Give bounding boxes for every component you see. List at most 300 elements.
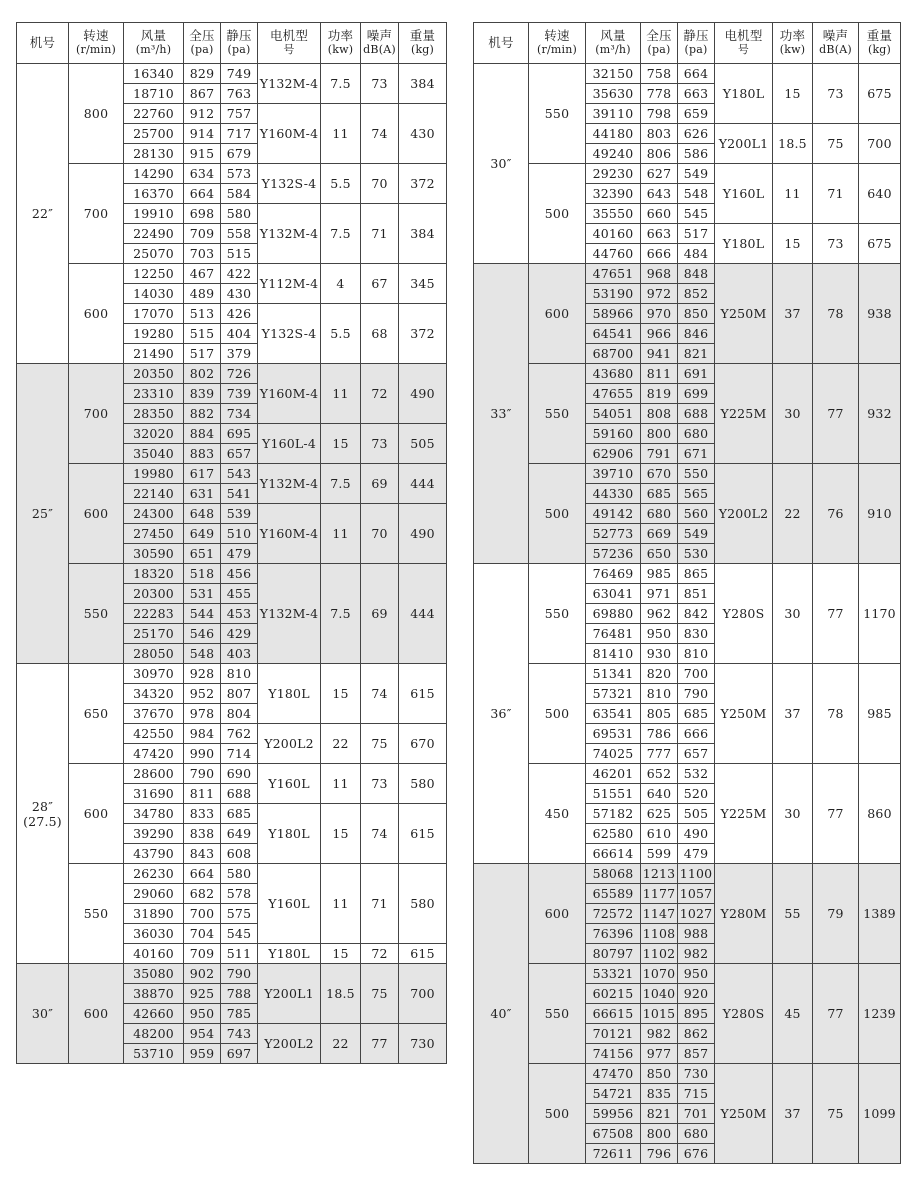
static-pressure-cell: 565 xyxy=(678,484,715,504)
table-row xyxy=(17,564,447,584)
airflow-cell: 14290 xyxy=(124,164,184,184)
power-cell: 30 xyxy=(773,564,813,664)
static-pressure-cell: 657 xyxy=(221,444,258,464)
airflow-cell: 58068 xyxy=(586,864,641,884)
column-header-line2: (kw) xyxy=(327,43,354,56)
static-pressure-cell: 950 xyxy=(678,964,715,984)
noise-cell: 69 xyxy=(361,464,399,504)
column-header-line2: (pa) xyxy=(684,43,708,56)
total-pressure-cell: 941 xyxy=(641,344,678,364)
column-header-line1: 转速 xyxy=(544,28,570,43)
airflow-cell: 28350 xyxy=(124,404,184,424)
static-pressure-cell: 608 xyxy=(221,844,258,864)
speed-cell: 600 xyxy=(529,264,586,364)
column-header xyxy=(321,23,361,64)
total-pressure-cell: 1015 xyxy=(641,1004,678,1024)
airflow-cell: 39710 xyxy=(586,464,641,484)
airflow-cell: 48200 xyxy=(124,1024,184,1044)
fan-model-cell xyxy=(17,364,69,664)
airflow-cell: 32150 xyxy=(586,64,641,84)
table-row xyxy=(474,564,901,584)
weight-cell: 384 xyxy=(399,64,447,104)
airflow-cell: 68700 xyxy=(586,344,641,364)
power-cell: 18.5 xyxy=(321,964,361,1024)
total-pressure-cell: 660 xyxy=(641,204,678,224)
airflow-cell: 63541 xyxy=(586,704,641,724)
column-header-line1: 全压 xyxy=(189,28,215,43)
table-row xyxy=(474,764,901,784)
column-header xyxy=(124,23,184,64)
noise-cell: 68 xyxy=(361,304,399,364)
static-pressure-cell: 515 xyxy=(221,244,258,264)
total-pressure-cell: 634 xyxy=(184,164,221,184)
table-row xyxy=(474,964,901,984)
motor-model-cell: Y132M-4 xyxy=(258,464,321,504)
column-header xyxy=(258,23,321,64)
noise-cell: 69 xyxy=(361,564,399,664)
total-pressure-cell: 950 xyxy=(641,624,678,644)
column-header-line1: 转速 xyxy=(83,28,109,43)
airflow-cell: 47651 xyxy=(586,264,641,284)
total-pressure-cell: 518 xyxy=(184,564,221,584)
weight-cell: 372 xyxy=(399,304,447,364)
column-header-line2: (pa) xyxy=(647,43,671,56)
static-pressure-cell: 530 xyxy=(678,544,715,564)
speed-cell: 600 xyxy=(69,964,124,1064)
noise-cell: 77 xyxy=(361,1024,399,1064)
noise-cell: 77 xyxy=(813,364,859,464)
airflow-cell: 53321 xyxy=(586,964,641,984)
static-pressure-cell: 846 xyxy=(678,324,715,344)
fan-model-label: 28″ xyxy=(31,798,54,814)
airflow-cell: 49142 xyxy=(586,504,641,524)
fan-spec-table-left xyxy=(16,22,447,1064)
fan-model-label: (27.5) xyxy=(23,813,62,829)
airflow-cell: 53190 xyxy=(586,284,641,304)
total-pressure-cell: 791 xyxy=(641,444,678,464)
noise-cell: 72 xyxy=(361,364,399,424)
weight-cell: 1099 xyxy=(859,1064,901,1164)
motor-model-cell: Y250M xyxy=(715,264,773,364)
column-header-line1: 静压 xyxy=(683,28,709,43)
column-header-line1: 噪声 xyxy=(366,28,393,43)
total-pressure-cell: 1102 xyxy=(641,944,678,964)
motor-model-cell: Y180L xyxy=(715,64,773,124)
total-pressure-cell: 515 xyxy=(184,324,221,344)
power-cell: 18.5 xyxy=(773,124,813,164)
airflow-cell: 28050 xyxy=(124,644,184,664)
power-cell: 7.5 xyxy=(321,64,361,104)
static-pressure-cell: 671 xyxy=(678,444,715,464)
total-pressure-cell: 835 xyxy=(641,1084,678,1104)
static-pressure-cell: 573 xyxy=(221,164,258,184)
noise-cell: 74 xyxy=(361,664,399,724)
column-header-line1: 功率 xyxy=(779,28,806,43)
column-header xyxy=(529,23,586,64)
total-pressure-cell: 643 xyxy=(641,184,678,204)
table-row xyxy=(474,164,901,184)
total-pressure-cell: 631 xyxy=(184,484,221,504)
total-pressure-cell: 650 xyxy=(641,544,678,564)
total-pressure-cell: 985 xyxy=(641,564,678,584)
noise-cell: 79 xyxy=(813,864,859,964)
static-pressure-cell: 549 xyxy=(678,524,715,544)
total-pressure-cell: 649 xyxy=(184,524,221,544)
motor-model-cell: Y160L xyxy=(715,164,773,224)
speed-cell: 500 xyxy=(529,1064,586,1164)
total-pressure-cell: 972 xyxy=(641,284,678,304)
column-header-line1: 电机型 xyxy=(269,28,309,43)
table-row xyxy=(17,64,447,84)
static-pressure-cell: 685 xyxy=(221,804,258,824)
airflow-cell: 26230 xyxy=(124,864,184,884)
static-pressure-cell: 626 xyxy=(678,124,715,144)
airflow-cell: 35630 xyxy=(586,84,641,104)
speed-cell: 500 xyxy=(529,164,586,264)
power-cell: 15 xyxy=(321,664,361,724)
airflow-cell: 19280 xyxy=(124,324,184,344)
total-pressure-cell: 966 xyxy=(641,324,678,344)
airflow-cell: 37670 xyxy=(124,704,184,724)
airflow-cell: 49240 xyxy=(586,144,641,164)
static-pressure-cell: 517 xyxy=(678,224,715,244)
weight-cell: 580 xyxy=(399,864,447,944)
total-pressure-cell: 883 xyxy=(184,444,221,464)
table-row xyxy=(474,864,901,884)
static-pressure-cell: 865 xyxy=(678,564,715,584)
power-cell: 45 xyxy=(773,964,813,1064)
airflow-cell: 30970 xyxy=(124,664,184,684)
total-pressure-cell: 682 xyxy=(184,884,221,904)
table-row xyxy=(17,464,447,484)
static-pressure-cell: 575 xyxy=(221,904,258,924)
static-pressure-cell: 982 xyxy=(678,944,715,964)
static-pressure-cell: 541 xyxy=(221,484,258,504)
column-header-line1: 重量 xyxy=(409,28,436,43)
column-header xyxy=(813,23,859,64)
column-header-line1: 噪声 xyxy=(822,28,849,43)
airflow-cell: 59956 xyxy=(586,1104,641,1124)
static-pressure-cell: 734 xyxy=(221,404,258,424)
total-pressure-cell: 800 xyxy=(641,1124,678,1144)
total-pressure-cell: 843 xyxy=(184,844,221,864)
noise-cell: 75 xyxy=(813,1064,859,1164)
motor-model-cell: Y180L xyxy=(715,224,773,264)
airflow-cell: 28600 xyxy=(124,764,184,784)
total-pressure-cell: 617 xyxy=(184,464,221,484)
weight-cell: 372 xyxy=(399,164,447,204)
static-pressure-cell: 379 xyxy=(221,344,258,364)
motor-model-cell: Y280S xyxy=(715,564,773,664)
fan-model-label: 25″ xyxy=(31,506,54,521)
speed-cell: 800 xyxy=(69,64,124,164)
weight-cell: 1389 xyxy=(859,864,901,964)
airflow-cell: 14030 xyxy=(124,284,184,304)
static-pressure-cell: 920 xyxy=(678,984,715,1004)
static-pressure-cell: 715 xyxy=(678,1084,715,1104)
total-pressure-cell: 666 xyxy=(641,244,678,264)
static-pressure-cell: 666 xyxy=(678,724,715,744)
total-pressure-cell: 669 xyxy=(641,524,678,544)
speed-cell: 550 xyxy=(529,364,586,464)
table-row xyxy=(474,664,901,684)
weight-cell: 490 xyxy=(399,504,447,564)
airflow-cell: 62906 xyxy=(586,444,641,464)
noise-cell: 71 xyxy=(361,204,399,264)
noise-cell: 75 xyxy=(813,124,859,164)
static-pressure-cell: 785 xyxy=(221,1004,258,1024)
motor-model-cell: Y160M-4 xyxy=(258,104,321,164)
static-pressure-cell: 804 xyxy=(221,704,258,724)
motor-model-cell: Y280M xyxy=(715,864,773,964)
total-pressure-cell: 1070 xyxy=(641,964,678,984)
static-pressure-cell: 988 xyxy=(678,924,715,944)
airflow-cell: 32390 xyxy=(586,184,641,204)
airflow-cell: 29060 xyxy=(124,884,184,904)
power-cell: 4 xyxy=(321,264,361,304)
static-pressure-cell: 1027 xyxy=(678,904,715,924)
speed-cell: 450 xyxy=(529,764,586,864)
table-row xyxy=(17,164,447,184)
airflow-cell: 76396 xyxy=(586,924,641,944)
static-pressure-cell: 520 xyxy=(678,784,715,804)
static-pressure-cell: 545 xyxy=(221,924,258,944)
airflow-cell: 18710 xyxy=(124,84,184,104)
static-pressure-cell: 543 xyxy=(221,464,258,484)
motor-model-cell: Y225M xyxy=(715,364,773,464)
static-pressure-cell: 848 xyxy=(678,264,715,284)
column-header xyxy=(69,23,124,64)
table-row xyxy=(17,264,447,284)
static-pressure-cell: 807 xyxy=(221,684,258,704)
static-pressure-cell: 743 xyxy=(221,1024,258,1044)
total-pressure-cell: 982 xyxy=(641,1024,678,1044)
fan-model-label: 30″ xyxy=(31,1006,54,1021)
total-pressure-cell: 685 xyxy=(641,484,678,504)
airflow-cell: 39290 xyxy=(124,824,184,844)
power-cell: 55 xyxy=(773,864,813,964)
motor-model-cell: Y132M-4 xyxy=(258,564,321,664)
weight-cell: 430 xyxy=(399,104,447,164)
table-row xyxy=(17,864,447,884)
airflow-cell: 16370 xyxy=(124,184,184,204)
static-pressure-cell: 699 xyxy=(678,384,715,404)
column-header-line1: 机号 xyxy=(29,35,56,50)
static-pressure-cell: 790 xyxy=(678,684,715,704)
airflow-cell: 63041 xyxy=(586,584,641,604)
static-pressure-cell: 426 xyxy=(221,304,258,324)
noise-cell: 70 xyxy=(361,504,399,564)
airflow-cell: 66614 xyxy=(586,844,641,864)
total-pressure-cell: 902 xyxy=(184,964,221,984)
motor-model-cell: Y200L2 xyxy=(258,1024,321,1064)
weight-cell: 700 xyxy=(399,964,447,1024)
airflow-cell: 44330 xyxy=(586,484,641,504)
motor-model-cell: Y180L xyxy=(258,944,321,964)
airflow-cell: 19980 xyxy=(124,464,184,484)
motor-model-cell: Y225M xyxy=(715,764,773,864)
static-pressure-cell: 580 xyxy=(221,864,258,884)
column-header xyxy=(474,23,529,64)
static-pressure-cell: 453 xyxy=(221,604,258,624)
column-header-line2: 号 xyxy=(283,43,295,56)
total-pressure-cell: 652 xyxy=(641,764,678,784)
static-pressure-cell: 664 xyxy=(678,64,715,84)
total-pressure-cell: 990 xyxy=(184,744,221,764)
total-pressure-cell: 651 xyxy=(184,544,221,564)
column-header-line1: 重量 xyxy=(866,28,893,43)
airflow-cell: 17070 xyxy=(124,304,184,324)
total-pressure-cell: 544 xyxy=(184,604,221,624)
static-pressure-cell: 690 xyxy=(221,764,258,784)
column-header xyxy=(17,23,69,64)
noise-cell: 73 xyxy=(361,64,399,104)
column-header-line2: (kw) xyxy=(779,43,806,56)
weight-cell: 675 xyxy=(859,224,901,264)
total-pressure-cell: 704 xyxy=(184,924,221,944)
total-pressure-cell: 698 xyxy=(184,204,221,224)
airflow-cell: 24300 xyxy=(124,504,184,524)
airflow-cell: 18320 xyxy=(124,564,184,584)
column-header-line2: (pa) xyxy=(227,43,251,56)
airflow-cell: 35080 xyxy=(124,964,184,984)
column-header-line2: (kg) xyxy=(867,43,892,56)
total-pressure-cell: 513 xyxy=(184,304,221,324)
static-pressure-cell: 680 xyxy=(678,424,715,444)
total-pressure-cell: 709 xyxy=(184,944,221,964)
weight-cell: 384 xyxy=(399,204,447,264)
total-pressure-cell: 517 xyxy=(184,344,221,364)
airflow-cell: 62580 xyxy=(586,824,641,844)
static-pressure-cell: 560 xyxy=(678,504,715,524)
weight-cell: 938 xyxy=(859,264,901,364)
total-pressure-cell: 778 xyxy=(641,84,678,104)
static-pressure-cell: 691 xyxy=(678,364,715,384)
static-pressure-cell: 578 xyxy=(221,884,258,904)
static-pressure-cell: 511 xyxy=(221,944,258,964)
noise-cell: 73 xyxy=(813,64,859,124)
total-pressure-cell: 627 xyxy=(641,164,678,184)
total-pressure-cell: 954 xyxy=(184,1024,221,1044)
total-pressure-cell: 802 xyxy=(184,364,221,384)
static-pressure-cell: 539 xyxy=(221,504,258,524)
static-pressure-cell: 830 xyxy=(678,624,715,644)
fan-model-cell xyxy=(17,64,69,364)
airflow-cell: 20300 xyxy=(124,584,184,604)
noise-cell: 77 xyxy=(813,764,859,864)
static-pressure-cell: 697 xyxy=(221,1044,258,1064)
total-pressure-cell: 839 xyxy=(184,384,221,404)
column-header-line1: 静压 xyxy=(226,28,252,43)
static-pressure-cell: 730 xyxy=(678,1064,715,1084)
total-pressure-cell: 820 xyxy=(641,664,678,684)
total-pressure-cell: 625 xyxy=(641,804,678,824)
total-pressure-cell: 664 xyxy=(184,184,221,204)
airflow-cell: 54051 xyxy=(586,404,641,424)
airflow-cell: 52773 xyxy=(586,524,641,544)
static-pressure-cell: 580 xyxy=(221,204,258,224)
header-row xyxy=(17,23,447,64)
static-pressure-cell: 532 xyxy=(678,764,715,784)
power-cell: 37 xyxy=(773,264,813,364)
total-pressure-cell: 971 xyxy=(641,584,678,604)
table-row xyxy=(474,464,901,484)
speed-cell: 600 xyxy=(69,264,124,364)
noise-cell: 71 xyxy=(361,864,399,944)
airflow-cell: 38870 xyxy=(124,984,184,1004)
motor-model-cell: Y160L xyxy=(258,864,321,944)
total-pressure-cell: 648 xyxy=(184,504,221,524)
airflow-cell: 60215 xyxy=(586,984,641,1004)
static-pressure-cell: 788 xyxy=(221,984,258,1004)
total-pressure-cell: 803 xyxy=(641,124,678,144)
static-pressure-cell: 479 xyxy=(678,844,715,864)
power-cell: 22 xyxy=(321,1024,361,1064)
static-pressure-cell: 659 xyxy=(678,104,715,124)
static-pressure-cell: 679 xyxy=(221,144,258,164)
motor-model-cell: Y250M xyxy=(715,664,773,764)
static-pressure-cell: 456 xyxy=(221,564,258,584)
motor-model-cell: Y160L-4 xyxy=(258,424,321,464)
fan-model-cell xyxy=(17,664,69,964)
power-cell: 11 xyxy=(321,364,361,424)
static-pressure-cell: 1100 xyxy=(678,864,715,884)
static-pressure-cell: 657 xyxy=(678,744,715,764)
airflow-cell: 40160 xyxy=(124,944,184,964)
airflow-cell: 25070 xyxy=(124,244,184,264)
total-pressure-cell: 962 xyxy=(641,604,678,624)
static-pressure-cell: 852 xyxy=(678,284,715,304)
airflow-cell: 57182 xyxy=(586,804,641,824)
static-pressure-cell: 455 xyxy=(221,584,258,604)
table-body xyxy=(474,64,901,1164)
airflow-cell: 19910 xyxy=(124,204,184,224)
total-pressure-cell: 850 xyxy=(641,1064,678,1084)
motor-model-cell: Y132M-4 xyxy=(258,64,321,104)
weight-cell: 615 xyxy=(399,804,447,864)
power-cell: 5.5 xyxy=(321,164,361,204)
power-cell: 7.5 xyxy=(321,204,361,264)
airflow-cell: 64541 xyxy=(586,324,641,344)
table-row xyxy=(474,264,901,284)
weight-cell: 615 xyxy=(399,944,447,964)
column-header xyxy=(678,23,715,64)
static-pressure-cell: 505 xyxy=(678,804,715,824)
static-pressure-cell: 1057 xyxy=(678,884,715,904)
motor-model-cell: Y132M-4 xyxy=(258,204,321,264)
table-row xyxy=(474,1064,901,1084)
column-header-line2: (kg) xyxy=(410,43,435,56)
airflow-cell: 67508 xyxy=(586,1124,641,1144)
total-pressure-cell: 811 xyxy=(641,364,678,384)
total-pressure-cell: 914 xyxy=(184,124,221,144)
total-pressure-cell: 977 xyxy=(641,1044,678,1064)
weight-cell: 345 xyxy=(399,264,447,304)
total-pressure-cell: 1108 xyxy=(641,924,678,944)
weight-cell: 444 xyxy=(399,464,447,504)
column-header-line1: 风量 xyxy=(600,28,626,43)
airflow-cell: 23310 xyxy=(124,384,184,404)
airflow-cell: 80797 xyxy=(586,944,641,964)
speed-cell: 600 xyxy=(69,764,124,864)
power-cell: 30 xyxy=(773,364,813,464)
noise-cell: 73 xyxy=(813,224,859,264)
total-pressure-cell: 796 xyxy=(641,1144,678,1164)
airflow-cell: 76481 xyxy=(586,624,641,644)
total-pressure-cell: 664 xyxy=(184,864,221,884)
power-cell: 22 xyxy=(773,464,813,564)
airflow-cell: 30590 xyxy=(124,544,184,564)
